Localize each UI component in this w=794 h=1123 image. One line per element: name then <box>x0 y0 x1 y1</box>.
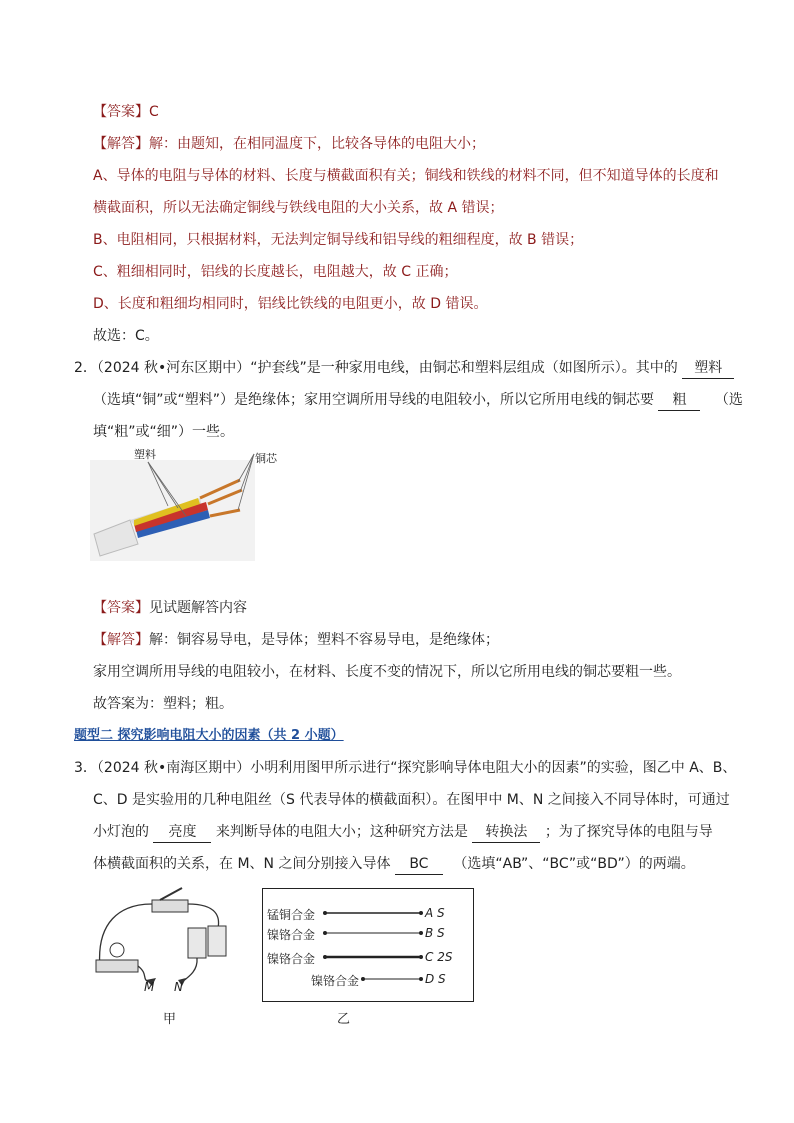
terminal-m: M <box>144 980 155 994</box>
q3-text-3a: 小灯泡的 <box>93 824 149 840</box>
wire-c-label: C 2S <box>425 950 453 964</box>
wire-b-name: 镍铬合金 <box>267 928 316 942</box>
q2-line-2 <box>93 390 743 411</box>
copper-label: 铜芯 <box>255 452 277 465</box>
q3-blank-3: BC <box>395 854 443 875</box>
analysis2-line-1: 家用空调所用导线的电阻较小，在材料、长度不变的情况下，所以它所用电线的铜芯要粗一些。 <box>93 664 681 680</box>
wire-figure <box>262 888 474 1002</box>
circuit-figure <box>90 882 245 1002</box>
figure-yi-caption: 乙 <box>337 1012 351 1027</box>
analysis-line-0 <box>93 134 485 154</box>
q3-line-2: C、D 是实验用的几种电阻丝（S 代表导体的横截面积）。在图甲中 M、N 之间接入不同导体时，可通过 <box>93 792 730 808</box>
q3-line-1: 3．（2024 秋•南海区期中）小明利用图甲所示进行“探究影响导体电阻大小的因素”的实验，图乙中 A、B、 <box>74 760 737 776</box>
figure-jia-caption: 甲 <box>163 1012 177 1027</box>
q2-blank-1: 塑料 <box>682 358 734 379</box>
wire-b-label: B S <box>425 926 445 940</box>
q3-text-4a: 体横截面积的关系，在 M、N 之间分别接入导体 <box>93 856 391 872</box>
answer-tag: 【答案】 <box>93 104 149 120</box>
q3-text-3c: ；为了探究导体的电阻与导 <box>544 824 713 840</box>
section-title: 题型二 探究影响电阻大小的因素（共 2 小题） <box>74 728 344 743</box>
analysis-tag: 【解答】 <box>93 136 149 152</box>
wire-a-name: 锰铜合金 <box>267 908 316 922</box>
plastic-label: 塑料 <box>134 448 156 461</box>
wire-d-name: 镍铬合金 <box>311 974 360 988</box>
analysis2-tag: 【解答】 <box>93 632 149 648</box>
q2-text-2: （选填“铜”或“塑料”）是绝缘体；家用空调所用导线的电阻较小，所以它所用电线的铜芯要 <box>93 392 655 408</box>
cable-figure <box>90 446 255 561</box>
answer2-tag: 【答案】 <box>93 600 149 616</box>
analysis-line-2: 横截面积，所以无法确定铜线与铁线电阻的大小关系，故 A 错误； <box>93 200 504 216</box>
wire-c-name: 镍铬合金 <box>267 952 316 966</box>
analysis2-text: 解：铜容易导电，是导体；塑料不容易导电，是绝缘体； <box>149 632 499 648</box>
answer2-line <box>93 598 247 618</box>
q3-blank-2: 转换法 <box>472 822 540 843</box>
analysis-line-1: A、导体的电阻与导体的材料、长度与横截面积有关；铜线和铁线的材料不同，但不知道导体的长度和 <box>93 168 719 184</box>
q2-text-2b: （选 <box>714 392 743 408</box>
q3-line-4 <box>93 854 695 875</box>
analysis2-line-0 <box>93 630 499 650</box>
wire-a-label: A S <box>425 906 445 920</box>
analysis-line-3: B、电阻相同，只根据材料，无法判定铜导线和铝导线的粗细程度，故 B 错误； <box>93 232 584 248</box>
analysis-text: 解：由题知，在相同温度下，比较各导体的电阻大小； <box>149 136 485 152</box>
wire-d-label: D S <box>425 972 446 986</box>
answer2-value: 见试题解答内容 <box>149 600 247 616</box>
q3-blank-1: 亮度 <box>153 822 211 843</box>
q2-text-1: 2．（2024 秋•河东区期中）“护套线”是一种家用电线，由铜芯和塑料层组成（如图所示）。其中的 <box>74 360 678 376</box>
analysis-line-6: 故选：C。 <box>93 328 159 344</box>
q2-line-3: 填“粗”或“细”）一些。 <box>93 424 235 440</box>
q3-text-4b: （选填“AB”、“BC”或“BD”）的两端。 <box>453 856 695 872</box>
q3-line-3 <box>93 822 713 843</box>
q2-line-1 <box>74 358 734 379</box>
analysis2-line-2: 故答案为：塑料；粗。 <box>93 696 233 712</box>
terminal-n: N <box>174 980 183 994</box>
answer-line-1 <box>93 102 159 122</box>
q3-text-3b: 来判断导体的电阻大小；这种研究方法是 <box>215 824 468 840</box>
answer-value: C <box>149 104 159 120</box>
q2-blank-2: 粗 <box>658 390 700 411</box>
analysis-line-4: C、粗细相同时，铝线的长度越长，电阻越大，故 C 正确； <box>93 264 458 280</box>
analysis-line-5: D、长度和粗细均相同时，铝线比铁线的电阻更小，故 D 错误。 <box>93 296 488 312</box>
